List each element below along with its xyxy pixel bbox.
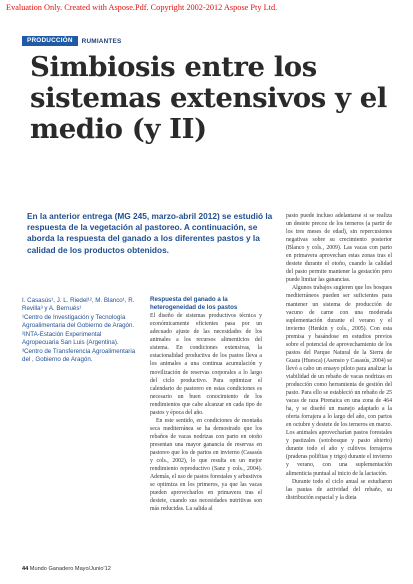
body-paragraph: pasto puede incluso adelantarse si se realiza un destete precoz de los terneros (a partir de los tres meses de edad), sin repercusiones negativas sobre su crecimiento posterior (Blanco y cols., 2009). Las vacas con parto en primavera aprovechan estas zonas tras el destete durante el otoño, cuando la calidad del pasto permite mantener la gestación pero puede limitar las ganancias. [286,213,392,284]
affiliation: ³Centro de Transferencia Agroalimentaria del , Gobierno de Aragón. [22,348,136,363]
page-footer [22,566,111,572]
affiliation: ²INTA-Estación Experimental Agropecuaria San Luis (Argentina). [22,331,119,346]
body-column-right [286,212,392,502]
affiliation: ¹Centro de Investigación y Tecnología Agroalimentaria del Gobierno de Aragón. [22,314,135,329]
author-block [22,297,136,365]
publication-name: Mundo Ganadero [29,566,74,572]
page-number: 44 [22,566,29,572]
body-column-middle [150,296,262,513]
author-names: I. Casasús¹, J. L. Riedel¹², M. Blanco¹, R. Revilla³ y A. Bernués¹ [22,297,135,312]
evaluation-watermark: Evaluation Only. Created with Aspose.Pdf. Copyright 2002-2012 Aspose Pty Ltd. [6,3,278,12]
article-lead: En la anterior entrega (MG 245, marzo-abril 2012) se estudió la respuesta de la vegetación al pastoreo. A continuación, se aborda la respuesta del ganado a los diferentes pastos y la calidad de los productos obtenidos. [27,211,273,255]
section-header [22,36,121,46]
article-title: Simbiosis entre los sistemas extensivos y el medio (y II) [30,51,387,145]
section-subheading: Respuesta del ganado a la heterogeneidad de los pastos [150,296,238,311]
issue-date: Mayo/Junio'12 [74,566,111,572]
body-paragraph: Durante todo el ciclo anual se estudiaron las pautas de actividad del rebaño, su distribución espacial y la dieta [286,478,392,501]
section-tag: PRODUCCIÓN [22,36,78,46]
body-paragraph: El diseño de sistemas productivos técnica y económicamente eficientes pasa por un adecuado ajuste de las necesidades de los animales a los recursos alimenticios del sistema. En condiciones extensivas, la estacionalidad productiva de los pastos lleva a los animales a una continua acumulación y movilización de reservas corporales a lo largo del ciclo productivo. Para optimizar el calendario de pastoreo en estas condiciones es necesario un buen conocimiento de los rendimientos que cabe alcanzar en cada tipo de pastos y época del año. [150,313,262,416]
body-paragraph: Algunos trabajos sugieren que los bosques mediterráneos pueden ser suficientes para mantener un sistema de producción de vacuno de carne con una moderada suplementación durante el verano y el invierno (Henkin y cols., 2005). Con esta premisa y basándose en estudios previos sobre el potencial de aprovechamiento de los pastos del Parque Natural de la Sierra de Guara (Huesca) (Asensio y Casasús, 2004) se llevó a cabo un ensayo piloto para analizar la viabilidad de un rebaño de vacas nodrizas en producción como herramienta de gestión del pasto. Para ello se estableció un rebaño de 25 vacas de raza Pirenaica en una zona de 464 ha, y se diseñó un manejo adaptado a la oferta forrajera a lo largo del año, con partos en octubre y destete de los terneros en marzo. Los animales aprovecharían pastos forestales y pastizales (sotobosque y pasto abierto) durante todo el año y cultivos forrajeros (praderas polifitas y trigo) durante el invierno y verano, con una suplementación alimenticia puntual al inicio de la lactación. [286,285,392,477]
section-subtitle: RUMIANTES [81,37,122,45]
body-paragraph: En este sentido, en condiciones de montaña seca mediterránea se ha demostrado que los rebaños de vacas nodrizas con parto en otoño presentan una mayor ganancia de reservas en pastoreo que los de partos en invierno (Casasús y cols., 2002), lo que resulta en un mejor rendimiento reproductivo (Sanz y cols., 2004). Además, el uso de pastos forestales y arbustivos se optimiza en los primeros, ya que las vacas pueden aprovecharlos en primavera tras el destete, cuando sus necesidades nutritivas son más reducidas. La salida al [150,417,262,513]
